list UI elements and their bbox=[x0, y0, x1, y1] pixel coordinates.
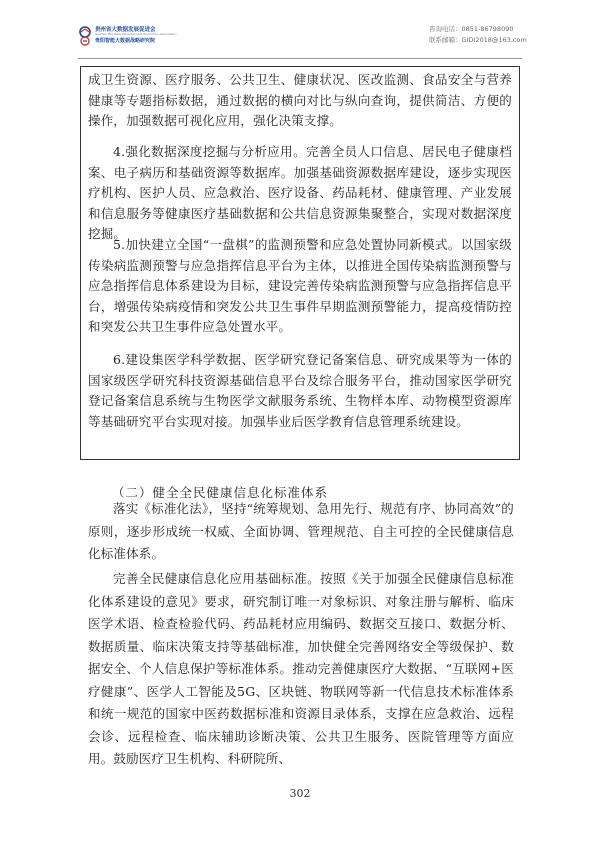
page-header bbox=[0, 0, 600, 58]
box-paragraph-1: 成卫生资源、医疗服务、公共卫生、健康状况、医改监测、食品安全与营养健康等专题指标数据，通过数据的横向对比与纵向查询，提供简洁、方便的操作，加强数据可视化应用，强化决策支撑。 bbox=[88, 72, 512, 128]
section-paragraph-2: 完善全民健康信息化应用基础标准。按照《关于加强全民健康信息标准化体系建设的意见》要求，研究制订唯一对象标识、对象注册与解析、临床医学术语、检查检验代码、药品耗材应用编码、数据交互接口、数据分析、数据质量、临床决策支持等基础标准，加快健全完善网络安全等级保护、数据安全、个人信息保护等标准体系。推动完善健康医疗大数据、“互联网+医疗健康”、医学人工智能及5G、区块链、物联网等新一代信息技术标准体系和统一规范的国家中医药数据标准和资源目录体系，支撑在应急救治、远程会诊、远程检查、临床辅助诊断决策、公共卫生服务、医院管理等方面应用。鼓励医疗卫生机构、科研院所、 bbox=[88, 571, 514, 766]
box-paragraph-3: 5.加快建立全国“一盘棋”的监测预警和应急处置协同新模式。以国家级传染病监测预警与应急指挥信息平台为主体，以推进全国传染病监测预警与应急指挥信息体系建设为目标，建设完善传染病监测预警与应急指挥信息平台，增强传染病疫情和突发公共卫生事件早期监测预警能力，提高疫情防控和突发公共卫生事件应急处置水平。 bbox=[88, 237, 512, 334]
page-number: 302 bbox=[289, 787, 311, 800]
header-rule bbox=[78, 58, 522, 59]
contact-info bbox=[429, 24, 527, 46]
logo-org-name-en: Guizhou Big Data Development Promotion Association bbox=[95, 32, 177, 36]
box-paragraph-4: 6.建设集医学科学数据、医学研究登记备案信息、研究成果等为一体的国家级医学研究科技资源基础信息平台及综合服务平台，推动国家医学研究登记备案信息系统与生物医学文献服务系统、生物样本库、动物模型资源库等基础研究平台实现对接。加强毕业后医学教育信息管理系统建设。 bbox=[88, 352, 512, 429]
contact-phone: 咨询电话：0851-86798090 bbox=[429, 25, 514, 33]
logo-institute-name: 贵阳智能大数据战略研究院 bbox=[95, 38, 156, 44]
logo-mark-icon bbox=[78, 26, 92, 46]
logo-org-name: 贵州省大数据发展促进会 bbox=[95, 27, 156, 33]
section-paragraph-1: 落实《标准化法》，坚持“统筹规划、急用先行、规范有序、协同高效”的原则，逐步形成统一权威、全面协调、管理规范、自主可控的全民健康信息化标准体系。 bbox=[88, 501, 514, 561]
box-paragraph-2: 4.强化数据深度挖掘与分析应用。完善全员人口信息、居民电子健康档案、电子病历和基础资源等数据库。加强基础资源数据库建设，逐步实现医疗机构、医护人员、应急救治、医疗设备、药品耗材、健康管理、产业发展和信息服务等健康医疗基础数据和公共信息资源集聚整合，实现对数据深度挖掘。 bbox=[88, 144, 512, 241]
contact-email: 联系邮箱：GIDI2018@163.com bbox=[429, 36, 527, 44]
section-heading: （二）健全全民健康信息化标准体系 bbox=[112, 485, 329, 500]
